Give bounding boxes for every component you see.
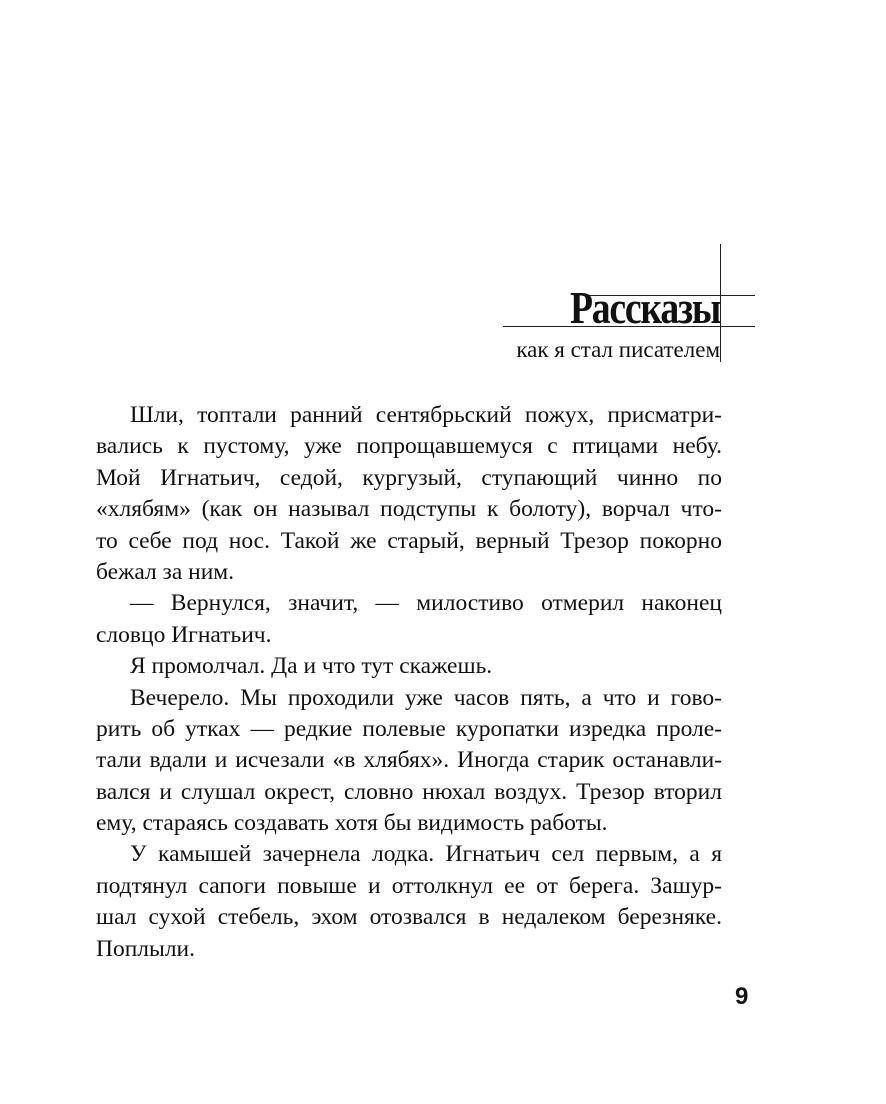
text-line: бежал за ним. [96,558,235,585]
text-line: Шли, топтали ранний сентябрьский пожух, присматри- [130,402,722,428]
paragraph-5 [96,839,722,965]
text-line: то себе под нос. Такой же старый, верный Трезор покорно [96,527,722,554]
page-number: 9 [735,983,749,1010]
text-line: Вечерело. Мы проходили уже часов пять, а что и гово- [130,684,722,711]
text-line: рить об утках — редкие полевые куропатки изредка проле- [96,715,722,742]
paragraph-3 [96,651,722,682]
text-line: — Вернулся, значит, — милостиво отмерил наконец [130,590,722,617]
text-line: подтянул сапоги повыше и оттолкнул ее от берега. Зашур- [96,872,722,899]
text-line: шал сухой стебель, эхом отозвался в недалеком березняке. [96,904,722,931]
section-title: Рассказы [569,282,720,333]
text-line: словцо Игнатьич. [96,621,272,648]
text-line: вались к пустому, уже попрощавшемуся с птицами небу. [96,433,722,460]
text-line: ему, стараясь создавать хотя бы видимость работы. [96,810,608,837]
text-line: Я промолчал. Да и что тут скажешь. [130,653,493,680]
paragraph-1 [96,400,722,588]
text-line: У камышей зачернела лодка. Игнатьич сел первым, а я [130,841,722,868]
body-text [96,400,722,965]
paragraph-2 [96,588,722,651]
text-line: Поплыли. [96,935,195,962]
text-line: тали вдали и исчезали «в хлябях». Иногда старик останавли- [96,747,722,774]
paragraph-4 [96,683,722,840]
text-line: вался и слушал окрест, словно нюхал воздух. Трезор вторил [96,778,722,805]
text-line: Мой Игнатьич, седой, кургузый, ступающий чинно по [96,464,722,491]
section-subtitle: как я стал писателем [516,337,720,362]
text-line: «хлябям» (как он называл подступы к болоту), ворчал что- [96,496,722,523]
